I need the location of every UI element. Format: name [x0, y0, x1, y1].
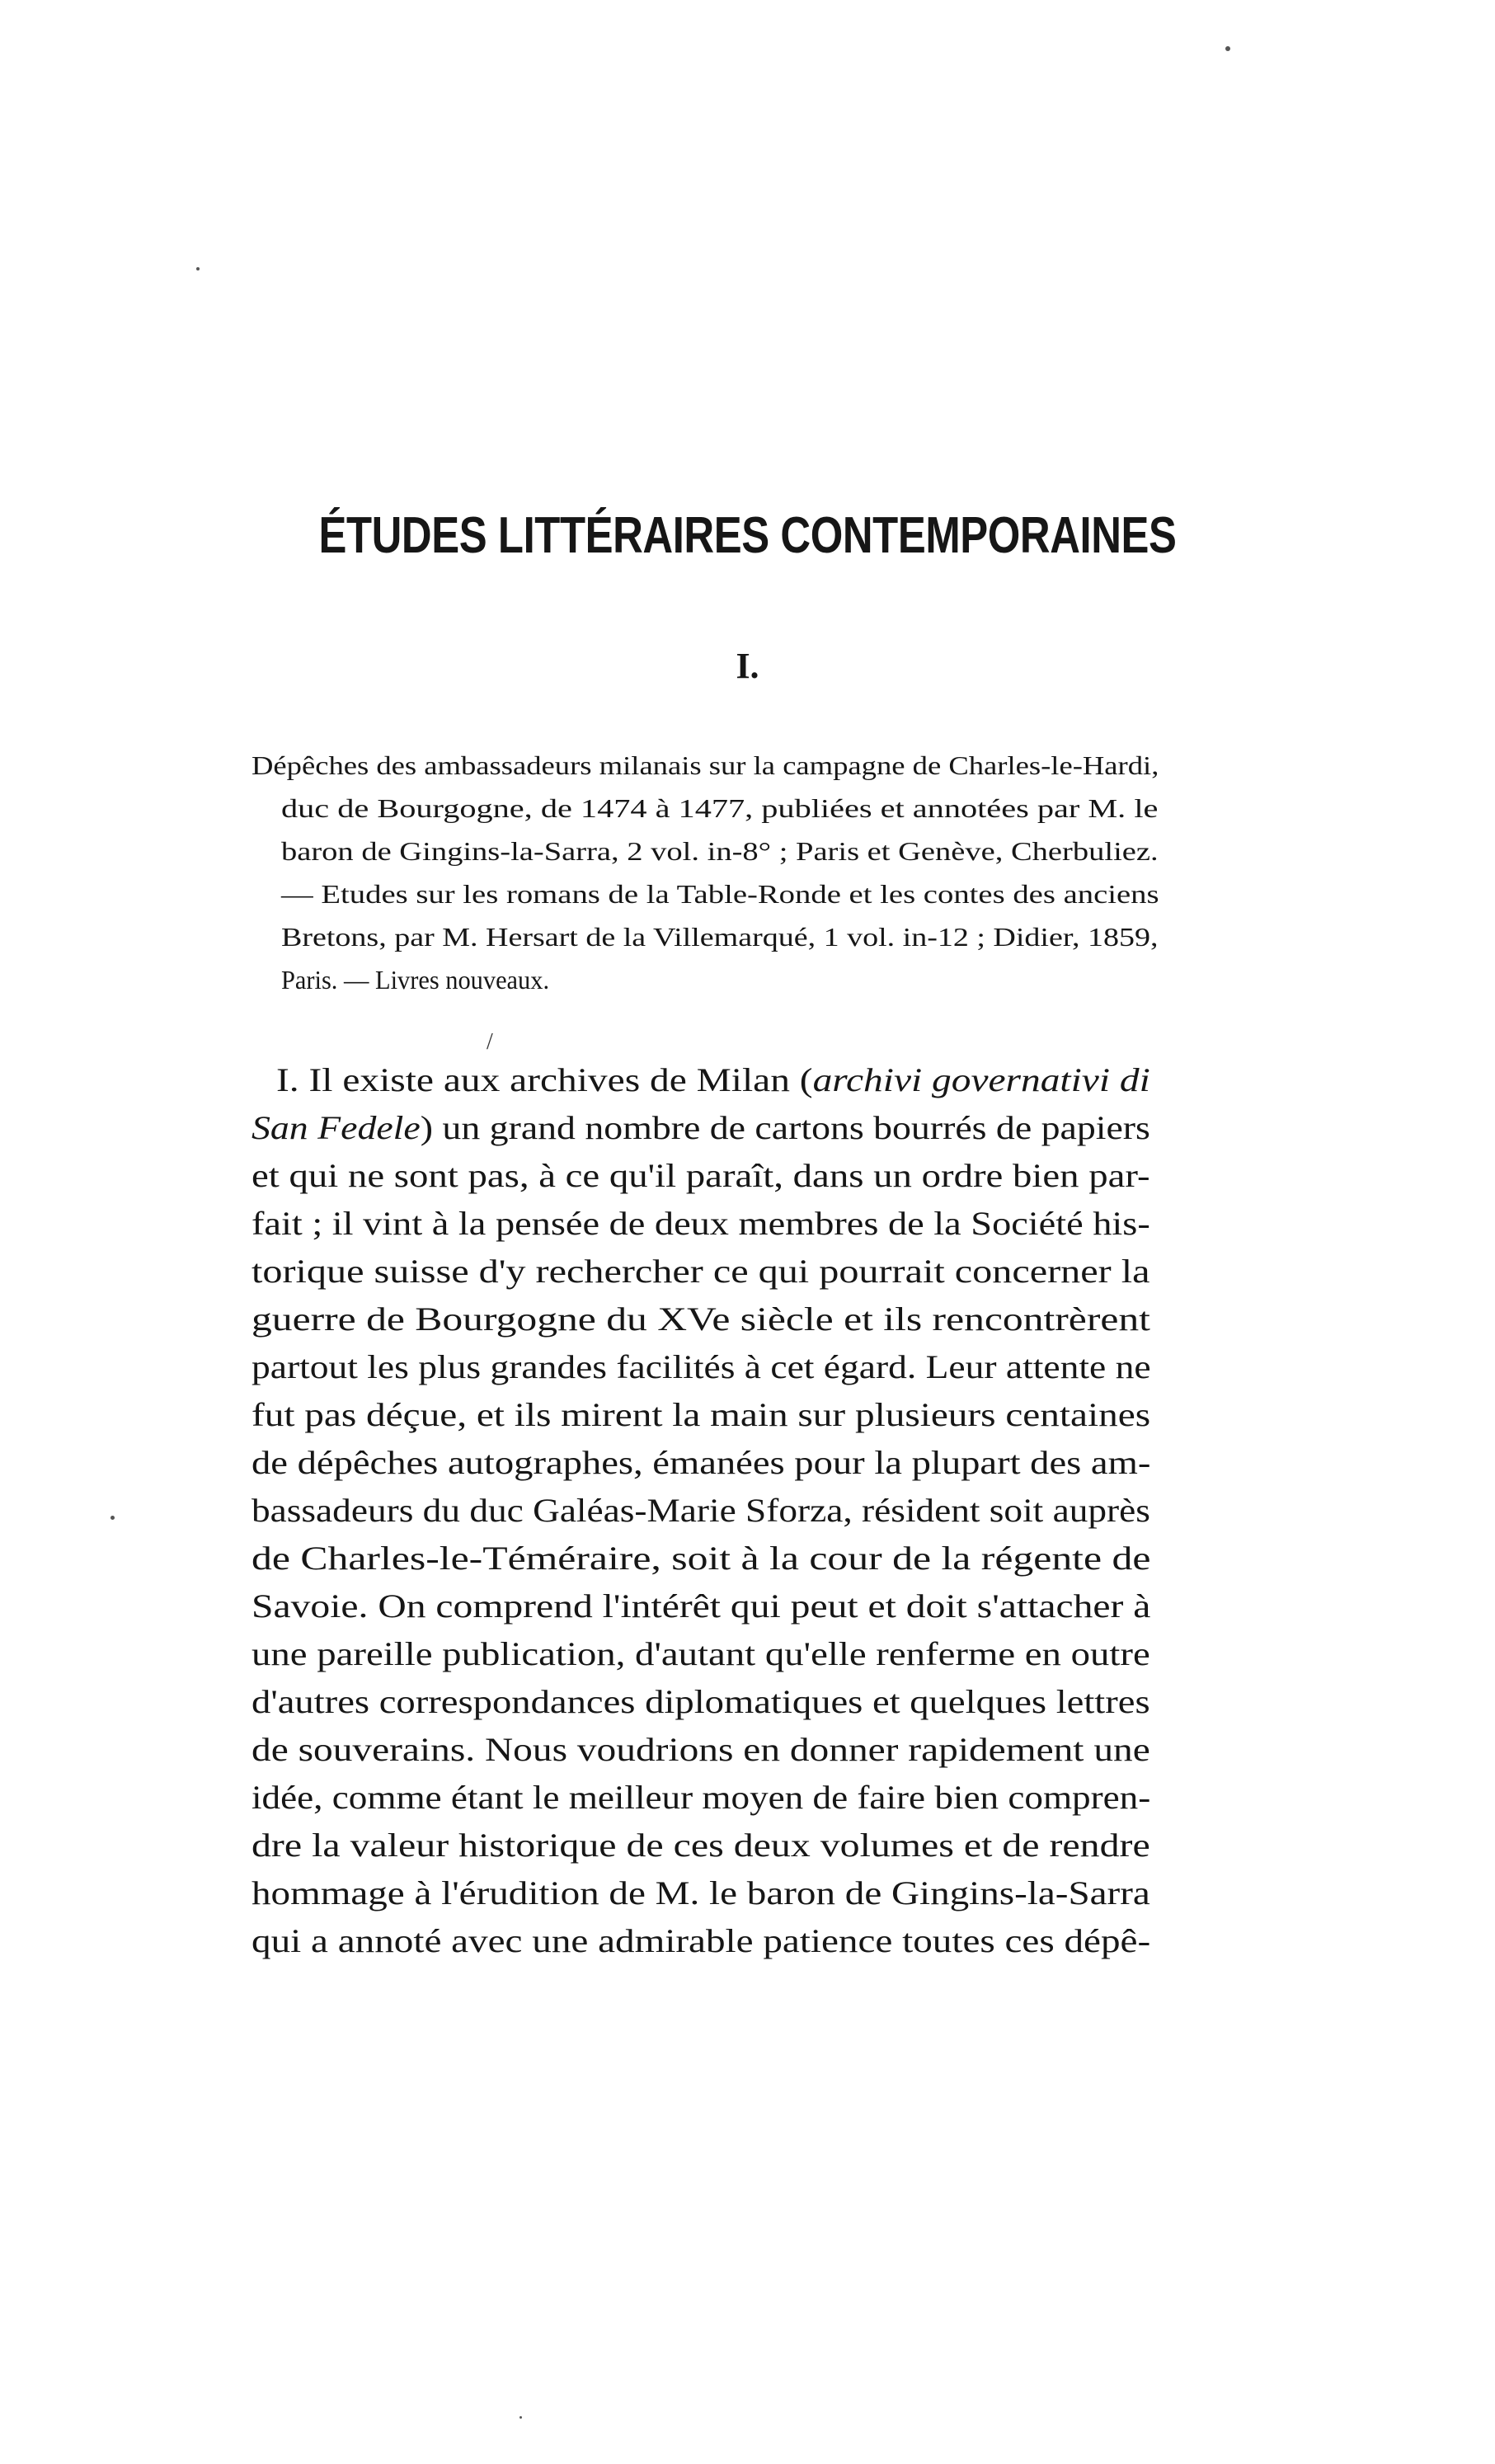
- body-line: guerre de Bourgogne du XVe siècle et ils rencontrèrent: [252, 1300, 1150, 1338]
- body-line: bassadeurs du duc Galéas-Marie Sforza, résident soit auprès: [252, 1492, 1150, 1529]
- body-line: [276, 1060, 1150, 1099]
- body-line: [252, 1108, 1150, 1147]
- bibliography-line: Bretons, par M. Hersart de la Villemarqué, 1 vol. in-12 ; Didier, 1859,: [281, 922, 1159, 952]
- body-line: partout les plus grandes facilités à cet égard. Leur attente ne: [252, 1348, 1151, 1385]
- body-line: dre la valeur historique de ces deux volumes et de rendre: [252, 1827, 1150, 1864]
- section-number: I.: [736, 646, 759, 686]
- scan-speck: [519, 2416, 522, 2419]
- body-italic-run: San Fedele: [252, 1109, 421, 1146]
- body-line: une pareille publication, d'autant qu'elle renferme en outre: [252, 1635, 1150, 1672]
- body-line: et qui ne sont pas, à ce qu'il paraît, dans un ordre bien par-: [252, 1157, 1150, 1194]
- page-title: ÉTUDES LITTÉRAIRES CONTEMPORAINES: [318, 507, 1177, 564]
- body-line: idée, comme étant le meilleur moyen de faire bien compren-: [252, 1779, 1151, 1816]
- body-line: qui a annoté avec une admirable patience toutes ces dépê-: [252, 1922, 1151, 1959]
- scan-speck: [110, 1516, 115, 1520]
- stray-mark: /: [487, 1029, 493, 1055]
- body-line: de souverains. Nous voudrions en donner rapidement une: [252, 1731, 1150, 1768]
- body-text-run: I. Il existe aux archives de Milan (: [276, 1061, 813, 1098]
- body-line: d'autres correspondances diplomatiques et quelques lettres: [252, 1683, 1150, 1720]
- bibliography-line: Paris. — Livres nouveaux.: [281, 965, 550, 995]
- bibliography-line: duc de Bourgogne, de 1474 à 1477, publiées et annotées par M. le: [281, 793, 1159, 823]
- bibliography-line: baron de Gingins-la-Sarra, 2 vol. in-8° ; Paris et Genève, Cherbuliez.: [281, 836, 1159, 866]
- body-line: fait ; il vint à la pensée de deux membres de la Société his-: [252, 1205, 1150, 1242]
- body-text-run: ) un grand nombre de cartons bourrés de papiers: [420, 1109, 1150, 1146]
- body-italic-run: archivi governativi di: [812, 1061, 1150, 1098]
- scan-speck: [1225, 46, 1230, 51]
- body-line: de dépêches autographes, émanées pour la plupart des am-: [252, 1444, 1151, 1481]
- body-line: Savoie. On comprend l'intérêt qui peut et doit s'attacher à: [252, 1587, 1151, 1625]
- body-line: torique suisse d'y rechercher ce qui pourrait concerner la: [252, 1253, 1150, 1290]
- body-line: hommage à l'érudition de M. le baron de Gingins-la-Sarra: [252, 1874, 1150, 1911]
- scan-speck: [196, 267, 200, 270]
- body-line: fut pas déçue, et ils mirent la main sur plusieurs centaines: [252, 1396, 1151, 1433]
- bibliography-line: Dépêches des ambassadeurs milanais sur la campagne de Charles-le-Hardi,: [252, 750, 1159, 780]
- body-line: de Charles-le-Téméraire, soit à la cour de la régente de: [252, 1540, 1151, 1577]
- bibliography-line: — Etudes sur les romans de la Table-Ronde et les contes des anciens: [281, 879, 1159, 909]
